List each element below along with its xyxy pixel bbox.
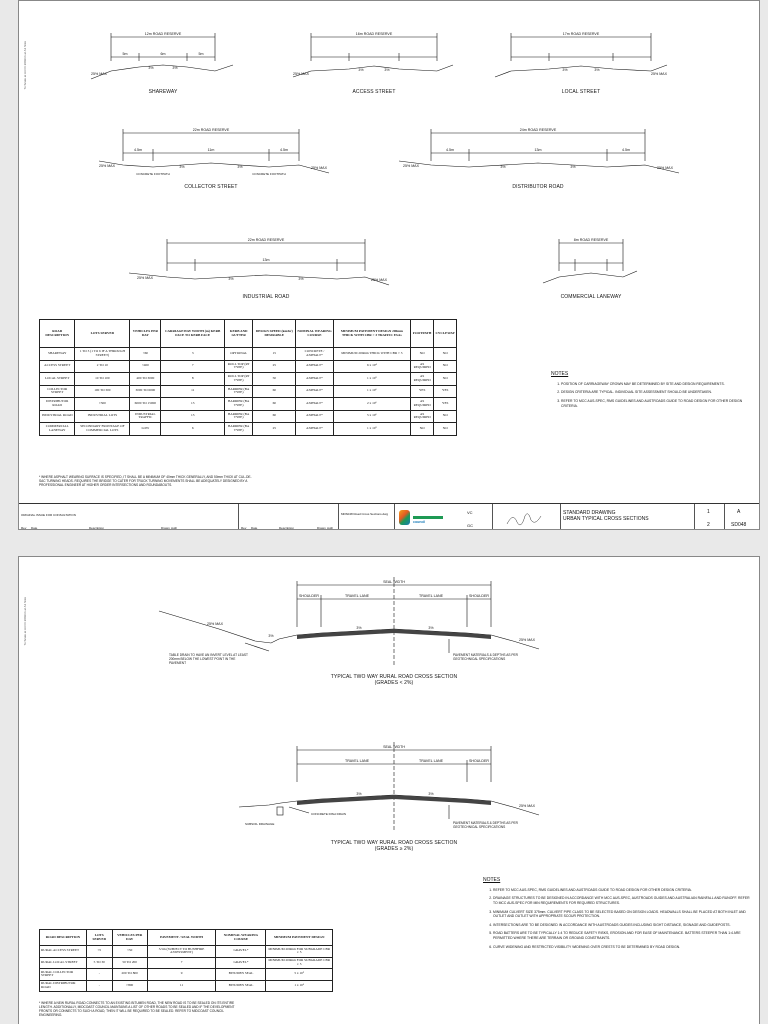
title-rural-steep-line1: TYPICAL TWO WAY RURAL ROAD CROSS SECTION bbox=[330, 840, 458, 846]
note-item: 3. REFER TO MCC AUS-SPEC, RMS GUIDELINES AND AUSTROADS GUIDE TO ROAD DESIGN FOR OTHER DESIGN CRITERIA. bbox=[561, 399, 751, 408]
verge-slope: 25% MAX bbox=[293, 72, 309, 76]
title-rural-steep-line2: (GRADES ≥ 2%) bbox=[374, 846, 414, 852]
table-cell: YES bbox=[434, 385, 457, 398]
table-cell: ROLL TOP (RT TYPE) bbox=[225, 360, 253, 373]
col-rev: Rev bbox=[241, 526, 247, 530]
rural-table-header: PAVEMENT / SEAL WIDTH bbox=[147, 930, 216, 946]
table-cell: AS REQUIRED bbox=[410, 373, 434, 386]
table-row bbox=[40, 980, 333, 992]
urban-cross-sections bbox=[19, 1, 760, 311]
section-local-street bbox=[495, 33, 667, 77]
footpath-label: CONCRETE FOOTPATH bbox=[252, 172, 286, 176]
table-cell: MINIMUM 200mm FOR SUBGRADE CBR ≥ 5 bbox=[266, 946, 333, 958]
table-row bbox=[40, 423, 457, 436]
title-commercial-laneway: COMMERCIAL LANEWAY bbox=[560, 294, 622, 300]
table-cell: 100 TO 300 bbox=[75, 385, 130, 398]
note-item: 2. DESIGN CRITERIA ARE TYPICAL. INDIVIDUAL SITE ASSESSMENT SHOULD BE UNDERTAKEN. bbox=[561, 390, 751, 395]
subsoil-drainage-label: SUBSOIL DRAINAGE bbox=[245, 822, 275, 826]
table-cell: 50 bbox=[253, 373, 296, 386]
table-cell: MINIMUM 200mm THICK WITH CBR > 3 bbox=[333, 348, 410, 361]
notes-title: NOTES bbox=[483, 877, 501, 883]
verge-slope: 25% MAX bbox=[371, 278, 387, 282]
seal-width-label: SEAL WIDTH bbox=[383, 580, 405, 584]
table-cell: 8 bbox=[161, 373, 225, 386]
table-cell: 60 bbox=[253, 398, 296, 411]
urban-table-header: LOTS SERVED bbox=[75, 320, 130, 348]
travel-lane-label: TRAVEL LANE bbox=[419, 594, 443, 598]
table-cell: ROLL TOP (RT TYPE) bbox=[225, 373, 253, 386]
rural-table-header: NOMINAL WEARING COURSE bbox=[216, 930, 266, 946]
council-logo-text: council bbox=[413, 520, 426, 524]
table-cell: CONCRETE / ASPHALT* bbox=[296, 348, 334, 361]
urban-table-header: CARRIAGEWAY WIDTH (m) KERB FACE TO KERB FACE bbox=[161, 320, 225, 348]
table-cell: INDUSTRIAL LOTS bbox=[75, 410, 130, 423]
table-cell: 5 x 10⁵ bbox=[266, 969, 333, 981]
notes-rural bbox=[483, 877, 751, 953]
amendment-table bbox=[19, 504, 239, 530]
title-rural-flat-line1: TYPICAL TWO WAY RURAL ROAD CROSS SECTION bbox=[330, 674, 458, 680]
checked-initials: GC bbox=[467, 523, 473, 528]
urban-table-header: KERB AND GUTTER bbox=[225, 320, 253, 348]
table-cell: 5 TO 30 bbox=[86, 957, 112, 969]
col-rev: Rev bbox=[21, 526, 27, 530]
title-rural-flat-line2: (GRADES < 2%) bbox=[374, 680, 414, 686]
carriageway-industrial: 13m bbox=[262, 258, 270, 262]
reserve-local: 17m ROAD RESERVE bbox=[562, 32, 600, 36]
table-cell: 13 bbox=[161, 398, 225, 411]
table-cell: >300 bbox=[75, 398, 130, 411]
table-cell: 9 bbox=[147, 969, 216, 981]
verge-dim: 5m bbox=[198, 52, 204, 56]
table-cell: GRAVEL* bbox=[216, 957, 266, 969]
table-cell: NO bbox=[434, 360, 457, 373]
table-cell: 11 bbox=[147, 980, 216, 992]
file-name-cell bbox=[339, 504, 395, 530]
urban-table-header: VEHICLES PER DAY bbox=[130, 320, 161, 348]
verge-slope: 25% MAX bbox=[651, 72, 667, 76]
rural-table-header: MINIMUM PAVEMENT DESIGN bbox=[266, 930, 333, 946]
signature bbox=[493, 504, 561, 530]
table-cell: NO bbox=[434, 423, 457, 436]
sheet-of: 2 bbox=[707, 522, 710, 528]
verge-dim: 4.5m bbox=[446, 148, 454, 152]
sheet-number: 1 bbox=[707, 509, 710, 515]
sheet-no-cell bbox=[695, 504, 725, 530]
table-cell: >800 bbox=[112, 980, 147, 992]
table-cell: 60 bbox=[253, 410, 296, 423]
shoulder-label: SHOULDER bbox=[299, 594, 319, 598]
crossfall: 3% bbox=[358, 68, 364, 72]
note-item: 5. ROAD BATTERS ARE TO BE TYPICALLY 1:4 TO REDUCE SAFETY RISKS, EROSION AND FOR EASE OF MAINTENANCE. BATTERS STEEPER THAN 1:4 ARE PERMITTED WHERE THERE ARE TERRAIN OR GROUND CONSTRAINTS. bbox=[493, 931, 751, 940]
section-industrial-road bbox=[129, 239, 389, 285]
table-cell: 1 x 10⁵ bbox=[333, 423, 410, 436]
amendment-table-2 bbox=[239, 504, 339, 530]
table-cell: - bbox=[86, 980, 112, 992]
file-name: MDS048 Road Cross Sections.dwg bbox=[341, 512, 389, 516]
signature-cell bbox=[493, 504, 561, 530]
table-cell: BARRIER (BA TYPE) bbox=[225, 385, 253, 398]
scale-margin-note: To Scale at A3 Or 200mm at A1 Size bbox=[23, 597, 27, 646]
table-cell: COMMERCIAL LANEWAY bbox=[40, 423, 75, 436]
table-cell: YES bbox=[434, 398, 457, 411]
table-cell: 400 TO 3000 bbox=[130, 373, 161, 386]
drawn-checked-cell bbox=[453, 504, 493, 530]
table-row bbox=[40, 348, 457, 361]
table-cell: 1 TO 3 (1 TO 6 IF A THROUGH STREET) bbox=[75, 348, 130, 361]
reserve-distributor: 24m ROAD RESERVE bbox=[519, 128, 557, 132]
col-drawn: Drawn bbox=[161, 526, 170, 530]
table-cell: INDUSTRIAL TRAFFIC bbox=[130, 410, 161, 423]
verge-slope: 25% MAX bbox=[311, 166, 327, 170]
verge-dim: 4.5m bbox=[280, 148, 288, 152]
table-cell: SHAREWAY bbox=[40, 348, 75, 361]
crossfall: 3% bbox=[428, 626, 434, 630]
table-row bbox=[40, 969, 333, 981]
table-cell: DISTRIBUTOR ROAD bbox=[40, 398, 75, 411]
crossfall: 3% bbox=[384, 68, 390, 72]
table-cell: 3000 TO 6000 bbox=[130, 385, 161, 398]
table-cell: 50 TO 200 bbox=[112, 957, 147, 969]
drawing-title-2: URBAN TYPICAL CROSS SECTIONS bbox=[563, 516, 649, 522]
table-cell: 5 x 10⁶ bbox=[333, 410, 410, 423]
table-cell: ASPHALT* bbox=[296, 410, 334, 423]
table-cell: 1 x 10⁵ bbox=[333, 373, 410, 386]
verge-dim: 4.5m bbox=[134, 148, 142, 152]
title-block bbox=[19, 503, 760, 530]
drawing-title-cell bbox=[561, 504, 695, 530]
table-cell: NO bbox=[434, 410, 457, 423]
note-item: 6. CURVE WIDENING AND RESTRICTED VISIBILITY WIDENING OVER CRESTS TO BE DETERMINED BY ROAD DESIGN. bbox=[493, 945, 751, 950]
table-cell: 11 bbox=[161, 385, 225, 398]
table-cell: 3 bbox=[161, 348, 225, 361]
crossfall: 3% bbox=[268, 634, 274, 638]
carriageway-distributor: 13m bbox=[534, 148, 542, 152]
table-cell: 1 x 10⁶ bbox=[333, 385, 410, 398]
table-cell: AS REQUIRED bbox=[410, 360, 434, 373]
table-cell: BITUMEN SEAL bbox=[216, 980, 266, 992]
footpath-label: CONCRETE FOOTPATH bbox=[136, 172, 170, 176]
table-cell: BARRIER (BA TYPE) bbox=[225, 410, 253, 423]
travel-lane-label: TRAVEL LANE bbox=[345, 759, 369, 763]
seal-width-label: SEAL WIDTH bbox=[383, 745, 405, 749]
col-auth: Auth bbox=[171, 526, 178, 530]
table-cell: 2 x 10⁶ bbox=[333, 398, 410, 411]
table-row bbox=[40, 957, 333, 969]
pavement-materials-note: PAVEMENT MATERIALS & DEPTHS AS PER GEOTECHNICAL SPECIFICATIONS bbox=[453, 653, 518, 662]
table-drain-note: TABLE DRAIN TO HAVE AN INVERT LEVEL AT LEAST 200mm BELOW THE LOWEST POINT IN THE PAVEMENT bbox=[169, 653, 248, 666]
table-cell: BARRIER (BA TYPE) bbox=[225, 423, 253, 436]
table-cell: NO bbox=[434, 373, 457, 386]
crossfall: 3% bbox=[594, 68, 600, 72]
travel-lane-label: TRAVEL LANE bbox=[419, 759, 443, 763]
crossfall: 3% bbox=[237, 165, 243, 169]
crossfall: 3% bbox=[228, 277, 234, 281]
rural-cross-sections bbox=[19, 557, 760, 867]
drawing-sheet-rural bbox=[18, 556, 760, 1024]
table-cell: AS REQUIRED bbox=[410, 410, 434, 423]
rural-table-header: VEHICLES PER DAY bbox=[112, 930, 147, 946]
table-cell: 25 bbox=[253, 423, 296, 436]
lane-dim: 6m bbox=[160, 52, 166, 56]
table-cell: RURAL ACCESS STREET bbox=[40, 946, 87, 958]
table-cell: ACCESS STREET bbox=[40, 360, 75, 373]
table-cell: ASPHALT* bbox=[296, 398, 334, 411]
crossfall: 3% bbox=[179, 165, 185, 169]
title-rural-steep bbox=[299, 840, 489, 852]
table-cell: ASPHALT* bbox=[296, 385, 334, 398]
col-date: Date bbox=[31, 526, 38, 530]
urban-table-header: ROAD DESCRIPTION bbox=[40, 320, 75, 348]
rural-road-criteria-table bbox=[39, 929, 333, 992]
table-cell: SECONDARY FRONTAGE OF COMMERCIAL LOTS bbox=[75, 423, 130, 436]
table-cell: ASPHALT* bbox=[296, 360, 334, 373]
col-drawn: Drawn bbox=[317, 526, 326, 530]
section-shareway bbox=[91, 33, 233, 79]
table-cell: BARRIER (BA TYPE) bbox=[225, 398, 253, 411]
note-item: 4. INTERSECTIONS ARE TO BE DESIGNED IN ACCORDANCE WITH AUSTROADS GUIDES INCLUDING SIGHT DISTANCE, SIGNAGE AND GUIDEPOSTS. bbox=[493, 923, 751, 928]
table-cell: LOW bbox=[130, 423, 161, 436]
reserve-collector: 22m ROAD RESERVE bbox=[192, 128, 230, 132]
table-cell: 7 bbox=[161, 360, 225, 373]
notes-title: NOTES bbox=[551, 371, 569, 377]
table-row bbox=[40, 398, 457, 411]
reserve-laneway: 8m ROAD RESERVE bbox=[573, 238, 609, 242]
concrete-dish-drain-label: CONCRETE DISH DRAIN bbox=[311, 812, 347, 816]
council-logo bbox=[399, 508, 449, 528]
note-item: 2. DRAINAGE STRUCTURES TO BE DESIGNED IN ACCORDANCE WITH MCC AUS-SPEC, AUSTROADS GUIDES AND AUSTRALIAN RAINFALL AND RUNOFF. REFER TO MCC AUS-SPEC FOR MIN REQUIREMENTS FOR REQUIRED STRUCTURES. bbox=[493, 896, 751, 905]
crossfall: 3% bbox=[500, 165, 506, 169]
col-description: Description bbox=[279, 526, 295, 530]
verge-slope: 25% MAX bbox=[99, 164, 115, 168]
verge-slope: 25% MAX bbox=[403, 164, 419, 168]
table-cell: <400 bbox=[130, 360, 161, 373]
drawing-no-cell bbox=[725, 504, 760, 530]
table-cell: AS REQUIRED bbox=[410, 398, 434, 411]
table-footnote: * WHERE A NEW RURAL ROAD CONNECTS TO AN EXISTING BITUMEN ROAD, THE NEW ROAD IS TO BE SEALED ON ITS ENTIRE LENGTH. ADDITIONALLY, MIDCOAST COUNCIL MAINTAINS A LIST OF OTHER ROADS TO BE SEALED AND IF THE DEVELOPMENT FRONTS OR CONNECTS TO SUCH A ROAD, THEN IT WILL BE REQUIRED TO BE SEALED. REFER TO MIDCOAST COUNCIL ENGINEERING. bbox=[39, 1001, 235, 1018]
table-cell: COLLECTOR STREET bbox=[40, 385, 75, 398]
table-row bbox=[40, 410, 457, 423]
table-cell: LOCAL STREET bbox=[40, 373, 75, 386]
table-cell: 7 bbox=[147, 957, 216, 969]
verge-slope: 25% MAX bbox=[207, 622, 223, 626]
table-row bbox=[40, 373, 457, 386]
verge-slope: 25% MAX bbox=[91, 72, 107, 76]
rural-table-header: LOTS SERVED bbox=[86, 930, 112, 946]
title-shareway: SHAREWAY bbox=[148, 89, 178, 95]
table-row bbox=[40, 385, 457, 398]
verge-slope: 25% MAX bbox=[657, 166, 673, 170]
table-cell: 2 TO 10 bbox=[75, 360, 130, 373]
note-item: 3. MINIMUM CULVERT SIZE 375mm. CULVERT PIPE CLASS TO BE SELECTED BASED ON DESIGN LOADS. HEADWALLS SHALL BE PLACED AT BOTH INLET AND OUTLET AND OUTLET WITH APPROPRIATE SCOUR PROTECTION. bbox=[493, 910, 751, 919]
crossfall: 3% bbox=[570, 165, 576, 169]
title-industrial-road: INDUSTRIAL ROAD bbox=[242, 294, 290, 300]
table-cell: <60 bbox=[130, 348, 161, 361]
table-cell: 6 x 10⁴ bbox=[333, 360, 410, 373]
section-rural-steep bbox=[239, 742, 539, 832]
note-item: 1. POSITION OF CARRIAGEWAY CROWN MAY BE DETERMINED BY SITE AND DESIGN REQUIREMENTS. bbox=[561, 382, 751, 387]
table-footnote: * WHERE ASPHALT WEARING SURFACE IS SPECIFIED, IT SHALL BE A MINIMUM OF 40mm THICK GENERALLY, AND 50mm THICK AT CUL-DE-SAC TURNING HEADS. REQUIRES THE BRIDGE TO CATER FOR TRUCK TURNING MOVEMENTS SHALL BE ADEQUATELY DESIGNED BY A PROFESSIONAL ENGINEER AT HIGHER ORDER INTERSECTIONS AND ROUNDABOUTS. bbox=[39, 475, 252, 488]
table-cell: INDUSTRIAL ROAD bbox=[40, 410, 75, 423]
col-date: Date bbox=[251, 526, 258, 530]
table-cell: NO bbox=[434, 348, 457, 361]
table-cell: 200 TO 800 bbox=[112, 969, 147, 981]
drawing-number: SD048 bbox=[731, 522, 747, 528]
table-cell: 15 bbox=[253, 348, 296, 361]
title-collector-street: COLLECTOR STREET bbox=[184, 184, 238, 190]
drawing-sheet-urban bbox=[18, 0, 760, 530]
title-rural-flat bbox=[299, 674, 489, 686]
crossfall: 3% bbox=[172, 66, 178, 70]
table-cell: RURAL COLLECTOR STREET bbox=[40, 969, 87, 981]
table-cell: OPTIONAL bbox=[225, 348, 253, 361]
verge-slope: 25% MAX bbox=[519, 804, 535, 808]
verge-slope: 25% MAX bbox=[137, 276, 153, 280]
crossfall: 3% bbox=[356, 626, 362, 630]
table-cell: MINIMUM 200mm FOR SUBGRADE CBR ≥ 5 bbox=[266, 957, 333, 969]
table-cell: ASPHALT* bbox=[296, 373, 334, 386]
urban-table-header: FOOTPATH bbox=[410, 320, 434, 348]
crossfall: 3% bbox=[562, 68, 568, 72]
table-cell: RURAL LOCAL STREET bbox=[40, 957, 87, 969]
crossfall: 3% bbox=[298, 277, 304, 281]
shoulder-label: SHOULDER bbox=[469, 759, 489, 763]
verge-slope: 25% MAX bbox=[519, 638, 535, 642]
pavement-materials-note: PAVEMENT MATERIALS & DEPTHS AS PER GEOTECHNICAL SPECIFICATIONS bbox=[453, 821, 518, 830]
crossfall: 3% bbox=[356, 792, 362, 796]
table-cell: 25 bbox=[253, 360, 296, 373]
table-cell: 6000 TO 15000 bbox=[130, 398, 161, 411]
shoulder-label: SHOULDER bbox=[469, 594, 489, 598]
travel-lane-label: TRAVEL LANE bbox=[345, 594, 369, 598]
verge-dim: 5m bbox=[122, 52, 128, 56]
urban-table-header: CYCLEWAY bbox=[434, 320, 457, 348]
table-cell: ASPHALT* bbox=[296, 423, 334, 436]
table-cell: 10 TO 100 bbox=[75, 373, 130, 386]
table-cell: RURAL DISTRIBUTOR ROAD bbox=[40, 980, 87, 992]
drawing-title-1: STANDARD DRAWING bbox=[563, 510, 616, 516]
reserve-shareway: 12m ROAD RESERVE bbox=[144, 32, 182, 36]
table-cell: 1 x 10⁶ bbox=[266, 980, 333, 992]
table-cell: 60 bbox=[253, 385, 296, 398]
notes-urban bbox=[551, 371, 751, 412]
reserve-industrial: 22m ROAD RESERVE bbox=[247, 238, 285, 242]
table-cell: NO bbox=[410, 423, 434, 436]
table-cell: YES bbox=[410, 385, 434, 398]
col-description: Description bbox=[89, 526, 105, 530]
table-row bbox=[40, 360, 457, 373]
crossfall: 3% bbox=[428, 792, 434, 796]
table-cell: <5 bbox=[86, 946, 112, 958]
crossfall: 3% bbox=[148, 66, 154, 70]
table-row bbox=[40, 946, 333, 958]
section-access-street bbox=[293, 33, 453, 77]
drawn-initials: VC bbox=[467, 510, 473, 515]
table-cell: 13 bbox=[161, 410, 225, 423]
col-auth: Auth bbox=[327, 526, 334, 530]
title-local-street: LOCAL STREET bbox=[561, 89, 601, 95]
table-cell: NO bbox=[410, 348, 434, 361]
carriageway-collector: 11m bbox=[207, 148, 215, 152]
rural-table-header: ROAD DESCRIPTION bbox=[40, 930, 87, 946]
urban-table-header: MINIMUM PAVEMENT DESIGN 200mm THICK WITH CBR > 3 TRAFFIC ESAs bbox=[333, 320, 410, 348]
table-cell: GRAVEL* bbox=[216, 946, 266, 958]
section-commercial-laneway bbox=[543, 239, 637, 283]
urban-table-header: DESIGN SPEED (km/hr) DESIRABLE bbox=[253, 320, 296, 348]
table-cell: 6 bbox=[161, 423, 225, 436]
note-item: 1. REFER TO MCC AUS-SPEC, RMS GUIDELINES AND AUSTROADS GUIDE TO ROAD DESIGN FOR OTHER DESIGN CRITERIA. bbox=[493, 888, 751, 893]
title-distributor-road: DISTRIBUTOR ROAD bbox=[512, 184, 564, 190]
urban-table-header: NOMINAL WEARING COURSE bbox=[296, 320, 334, 348]
scale-margin-note: To Scale at A3 Or 200mm at A1 Size bbox=[23, 41, 27, 90]
table-cell: 3.5m (SUBJECT TO BUSHFIRE ASSESSMENT) bbox=[147, 946, 216, 958]
table-cell: <50 bbox=[112, 946, 147, 958]
revision: A bbox=[737, 509, 741, 515]
verge-dim: 4.5m bbox=[622, 148, 630, 152]
table-cell: BITUMEN SEAL bbox=[216, 969, 266, 981]
title-access-street: ACCESS STREET bbox=[352, 89, 396, 95]
amendment-row: ORIGINAL ISSUE FOR CONSULTATION bbox=[21, 513, 76, 517]
table-cell: - bbox=[86, 969, 112, 981]
reserve-access: 16m ROAD RESERVE bbox=[355, 32, 393, 36]
urban-road-criteria-table bbox=[39, 319, 457, 436]
